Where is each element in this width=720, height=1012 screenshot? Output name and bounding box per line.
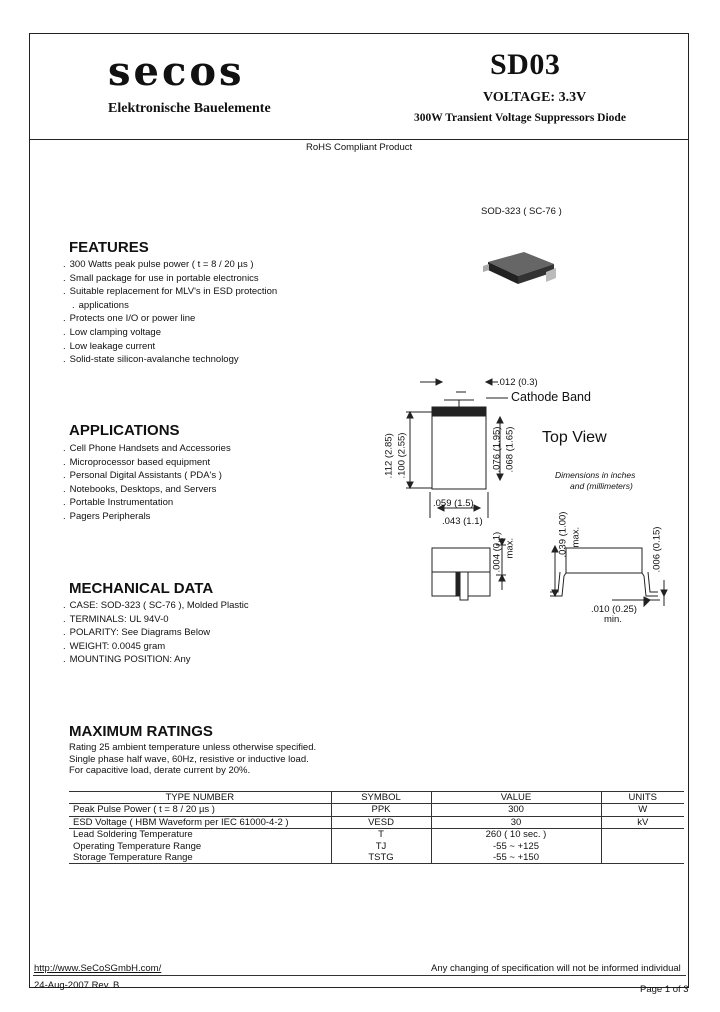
list-item: . Notebooks, Desktops, and Servers — [63, 483, 231, 497]
list-item: . TERMINALS: UL 94V-0 — [63, 613, 249, 627]
symbol-cell: VESD — [331, 816, 431, 828]
footer-page: Page 1 of 3 — [640, 984, 689, 995]
list-item: . Microprocessor based equipment — [63, 456, 231, 470]
column-header: TYPE NUMBER — [69, 792, 331, 804]
value-cell: 260 ( 10 sec. ) — [431, 829, 601, 841]
list-item: . 300 Watts peak pulse power ( t = 8 / 20 µs ) — [63, 258, 277, 272]
rohs-statement: RoHS Compliant Product — [306, 142, 413, 153]
list-item: . applications — [63, 299, 277, 313]
units-cell — [601, 852, 684, 864]
footer-url-link[interactable]: http://www.SeCoSGmbH.com/ — [34, 963, 162, 974]
cathode-band-label: Cathode Band — [511, 390, 591, 404]
list-item: . WEIGHT: 0.0045 gram — [63, 640, 249, 654]
footer-notice: Any changing of specification will not be informed individual — [431, 963, 681, 974]
list-item: . CASE: SOD-323 ( SC-76 ), Molded Plastic — [63, 599, 249, 613]
list-item: . Portable Instrumentation — [63, 496, 231, 510]
mechanical-title: MECHANICAL DATA — [69, 580, 214, 597]
dim-010: .010 (0.25) — [591, 604, 637, 615]
param-cell: Peak Pulse Power ( t = 8 / 20 µs ) — [69, 804, 331, 816]
list-item: . Protects one I/O or power line — [63, 312, 277, 326]
header-divider — [29, 139, 689, 140]
symbol-cell: TSTG — [331, 852, 431, 864]
value-cell: -55 ~ +125 — [431, 841, 601, 852]
dim-068: .068 (1.65) — [504, 426, 516, 473]
mechanical-list — [63, 599, 249, 667]
features-list — [63, 258, 277, 367]
dim-076: .076 (1.95) — [491, 426, 503, 473]
list-item: . Personal Digital Assistants ( PDA's ) — [63, 469, 231, 483]
param-cell: Storage Temperature Range — [69, 852, 331, 864]
dimension-diagram — [380, 370, 690, 640]
max-ratings-title: MAXIMUM RATINGS — [69, 723, 213, 740]
list-item: . Cell Phone Handsets and Accessories — [63, 442, 231, 456]
table-row — [69, 841, 684, 852]
list-item: . Low clamping voltage — [63, 326, 277, 340]
footer-rule — [33, 975, 686, 976]
list-item: . MOUNTING POSITION: Any — [63, 653, 249, 667]
dim-004: .004 (0.1) — [491, 531, 503, 573]
dims-note-2: and (millimeters) — [570, 481, 633, 491]
rating-note: For capacitive load, derate current by 20%. — [69, 765, 251, 776]
voltage-rating: VOLTAGE: 3.3V — [483, 90, 587, 105]
list-item: . POLARITY: See Diagrams Below — [63, 626, 249, 640]
applications-list — [63, 442, 231, 524]
features-title: FEATURES — [69, 239, 149, 256]
package-label: SOD-323 ( SC-76 ) — [481, 206, 562, 217]
list-item: . Suitable replacement for MLV's in ESD protection — [63, 285, 277, 299]
param-cell: ESD Voltage ( HBM Waveform per IEC 61000-4-2 ) — [69, 816, 331, 828]
dim-006: .006 (0.15) — [651, 526, 663, 573]
param-cell: Operating Temperature Range — [69, 841, 331, 852]
column-header: VALUE — [431, 792, 601, 804]
top-view-label: Top View — [542, 429, 607, 446]
units-cell — [601, 829, 684, 841]
list-item: . Small package for use in portable electronics — [63, 272, 277, 286]
value-cell: 300 — [431, 804, 601, 816]
symbol-cell: PPK — [331, 804, 431, 816]
ratings-notes — [69, 742, 316, 777]
part-number: SD03 — [490, 48, 561, 81]
company-subtitle: Elektronische Bauelemente — [108, 101, 271, 116]
ratings-table — [69, 792, 684, 864]
value-cell: 30 — [431, 816, 601, 828]
product-description: 300W Transient Voltage Suppressors Diode — [414, 112, 626, 124]
units-cell: W — [601, 804, 684, 816]
dim-039: .039 (1.00) — [557, 511, 569, 558]
list-item: . Solid-state silicon-avalanche technology — [63, 353, 277, 367]
rating-note: Single phase half wave, 60Hz, resistive or inductive load. — [69, 753, 309, 765]
table-header-row — [69, 792, 684, 804]
dim-004-max: max. — [504, 537, 516, 559]
dim-043: .043 (1.1) — [442, 516, 483, 527]
applications-title: APPLICATIONS — [69, 422, 180, 439]
table-row — [69, 852, 684, 864]
dim-100: .100 (2.55) — [396, 432, 408, 479]
dims-note-1: Dimensions in inches — [555, 470, 636, 480]
list-item: . Pagers Peripherals — [63, 510, 231, 524]
column-header: SYMBOL — [331, 792, 431, 804]
units-cell: kV — [601, 816, 684, 828]
dim-039-max: max. — [570, 526, 582, 548]
table-row — [69, 829, 684, 841]
value-cell: -55 ~ +150 — [431, 852, 601, 864]
footer-date-rev: 24-Aug-2007 Rev. B — [34, 980, 120, 991]
table-row — [69, 816, 684, 828]
dim-012: .012 (0.3) — [497, 377, 538, 388]
param-cell: Lead Soldering Temperature — [69, 829, 331, 841]
symbol-cell: TJ — [331, 841, 431, 852]
dim-010-min: min. — [604, 614, 622, 625]
rating-note: Rating 25 ambient temperature unless otherwise specified. — [69, 742, 317, 753]
column-header: UNITS — [601, 792, 684, 804]
package-image — [480, 248, 560, 290]
list-item: . Low leakage current — [63, 340, 277, 354]
company-logo: secos — [108, 48, 245, 95]
dim-112: .112 (2.85) — [383, 433, 395, 479]
table-row — [69, 804, 684, 816]
units-cell — [601, 841, 684, 852]
symbol-cell: T — [331, 829, 431, 841]
dim-059: .059 (1.5) — [433, 498, 474, 509]
